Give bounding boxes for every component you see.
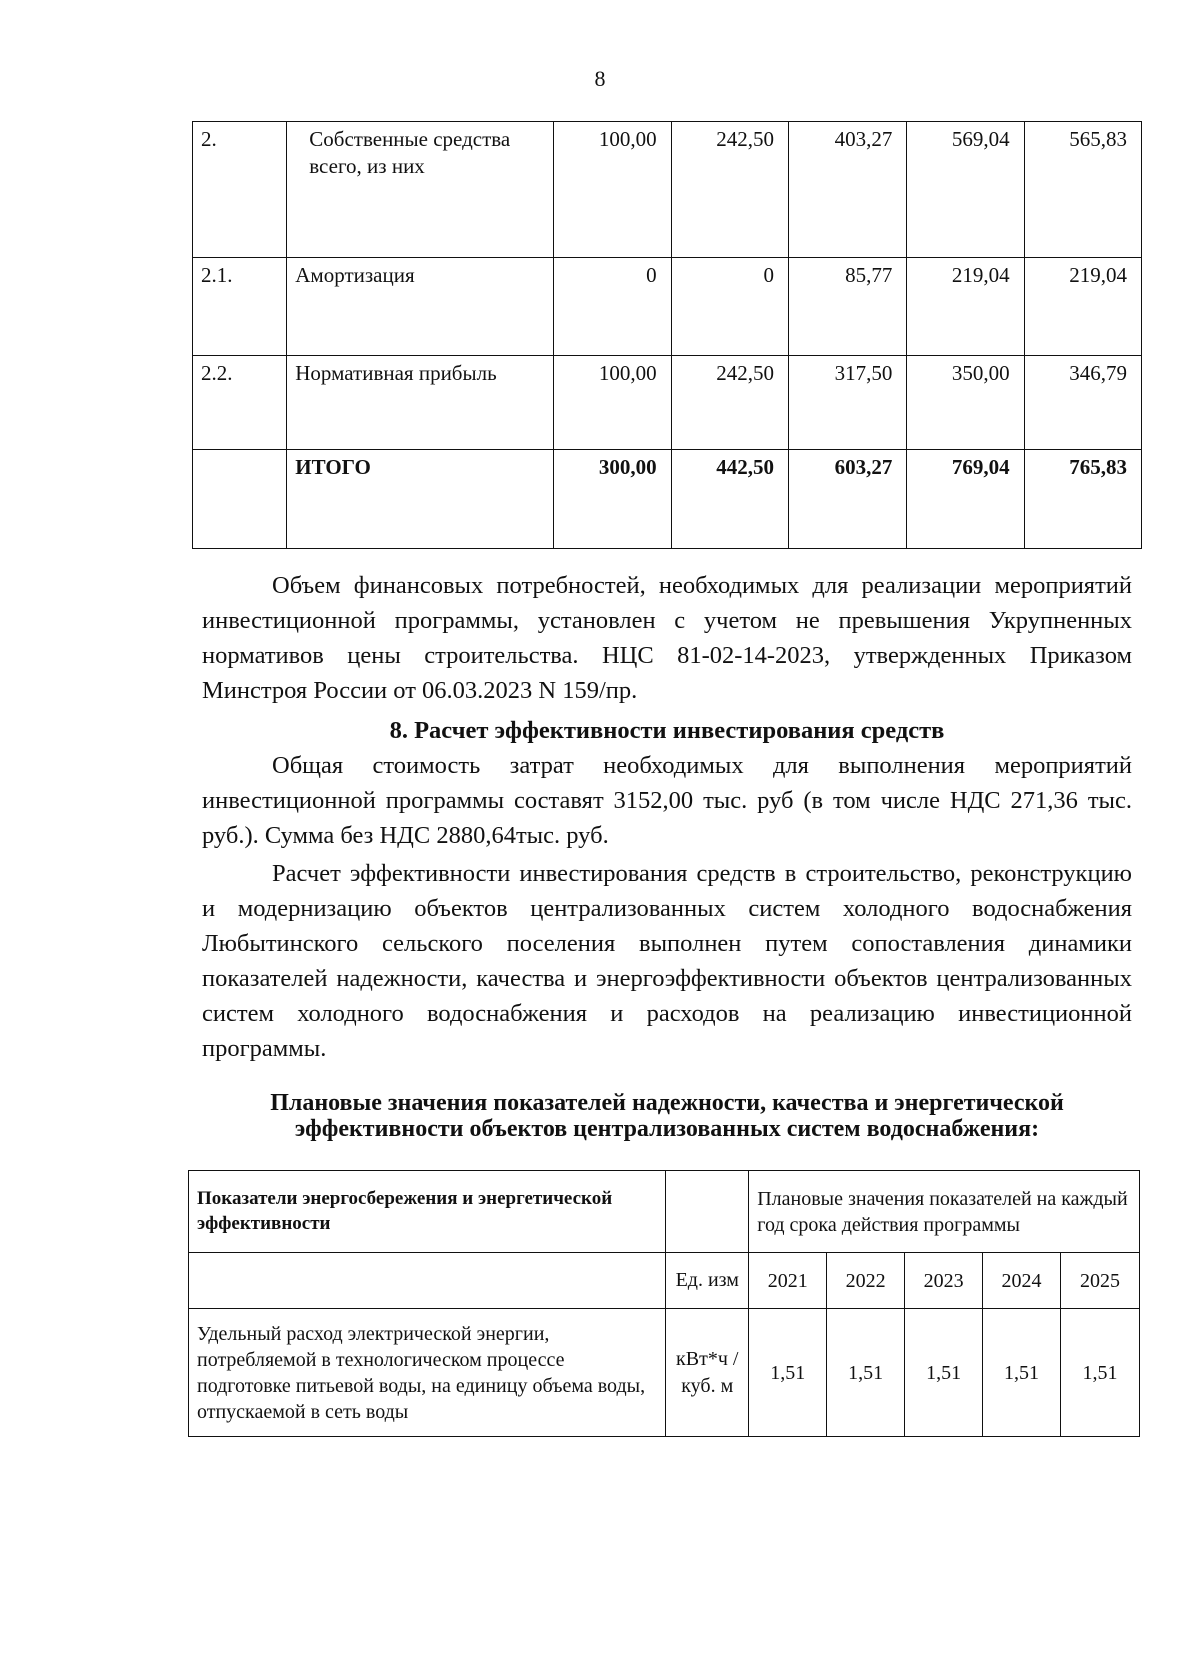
row-number — [193, 450, 287, 549]
table-row — [189, 1309, 1140, 1437]
paragraph-text: Расчет эффективности инвестирования средств в строительство, реконструкцию и модернизацию объектов централизованных систем холодного водоснабжения Любытинского сельского поселения выполнен путем сопоставления динамики показателей надежности, качества и энергоэффективности объектов централизованных систем холодного водоснабжения и расходов на реализацию инвестиционной программы. — [202, 860, 1132, 1062]
empty-cell — [189, 1253, 666, 1309]
paragraph-text: Общая стоимость затрат необходимых для выполнения мероприятий инвестиционной программы составят 3152,00 тыс. руб (в том числе НДС 271,36 тыс. руб.). Сумма без НДС 2880,64тыс. руб. — [202, 752, 1132, 849]
table-row — [193, 122, 1142, 258]
financing-table — [192, 121, 1142, 549]
kpi-heading-line: Плановые значения показателей надежности, качества и энергетической — [270, 1090, 1064, 1116]
indicator-label: Удельный расход электрической энергии, потребляемой в технологическом процессе подготовке питьевой воды, на единицу объема воды, отпускаемой в сеть воды — [189, 1309, 666, 1437]
value-cell: 219,04 — [907, 258, 1024, 356]
value-cell: 300,00 — [554, 450, 671, 549]
value-cell: 346,79 — [1024, 356, 1141, 450]
value-cell: 1,51 — [905, 1309, 983, 1437]
table-row — [193, 356, 1142, 450]
value-cell: 403,27 — [788, 122, 906, 258]
value-cell: 565,83 — [1024, 122, 1141, 258]
row-label: Нормативная прибыль — [287, 356, 554, 450]
value-cell: 242,50 — [671, 122, 788, 258]
value-cell: 603,27 — [788, 450, 906, 549]
paragraph-efficiency-calculation — [202, 856, 1132, 1066]
table-row — [193, 258, 1142, 356]
value-cell: 0 — [554, 258, 671, 356]
row-number: 2. — [193, 122, 287, 258]
value-cell: 769,04 — [907, 450, 1024, 549]
kpi-heading-line: эффективности объектов централизованных систем водоснабжения: — [294, 1116, 1040, 1142]
row-label: ИТОГО — [287, 450, 554, 549]
value-cell: 317,50 — [788, 356, 906, 450]
row-label: Собственные средства всего, из них — [287, 122, 554, 258]
value-cell: 0 — [671, 258, 788, 356]
plan-header: Плановые значения показателей на каждый год срока действия программы — [749, 1171, 1140, 1253]
year-header: 2023 — [905, 1253, 983, 1309]
unit-cell: кВт*ч /куб. м — [666, 1309, 749, 1437]
empty-cell — [666, 1171, 749, 1253]
paragraph-total-cost — [202, 748, 1132, 853]
value-cell: 442,50 — [671, 450, 788, 549]
row-number: 2.1. — [193, 258, 287, 356]
paragraph-financing-volume — [202, 568, 1132, 708]
row-number: 2.2. — [193, 356, 287, 450]
kpi-subheader-row — [189, 1253, 1140, 1309]
kpi-table — [188, 1170, 1140, 1437]
value-cell: 100,00 — [554, 122, 671, 258]
year-header: 2025 — [1060, 1253, 1139, 1309]
value-cell: 100,00 — [554, 356, 671, 450]
year-header: 2021 — [749, 1253, 827, 1309]
year-header: 2024 — [983, 1253, 1061, 1309]
kpi-header-row — [189, 1171, 1140, 1253]
value-cell: 219,04 — [1024, 258, 1141, 356]
value-cell: 1,51 — [749, 1309, 827, 1437]
row-label: Амортизация — [287, 258, 554, 356]
value-cell: 765,83 — [1024, 450, 1141, 549]
value-cell: 85,77 — [788, 258, 906, 356]
page-number: 8 — [594, 66, 606, 91]
value-cell: 1,51 — [983, 1309, 1061, 1437]
value-cell: 569,04 — [907, 122, 1024, 258]
value-cell: 242,50 — [671, 356, 788, 450]
value-cell: 1,51 — [827, 1309, 905, 1437]
unit-header: Ед. изм — [666, 1253, 749, 1309]
section-heading: 8. Расчет эффективности инвестирования средств — [389, 717, 945, 744]
kpi-table-heading — [192, 1090, 1142, 1142]
year-header: 2022 — [827, 1253, 905, 1309]
value-cell: 350,00 — [907, 356, 1024, 450]
indicator-header: Показатели энергосбережения и энергетической эффективности — [189, 1171, 666, 1253]
total-row — [193, 450, 1142, 549]
paragraph-text: Объем финансовых потребностей, необходимых для реализации мероприятий инвестиционной программы, установлен с учетом не превышения Укрупненных нормативов цены строительства. НЦС 81-02-14-2023, утвержденных Приказом Минстроя России от 06.03.2023 N 159/пр. — [202, 572, 1132, 704]
value-cell: 1,51 — [1060, 1309, 1139, 1437]
